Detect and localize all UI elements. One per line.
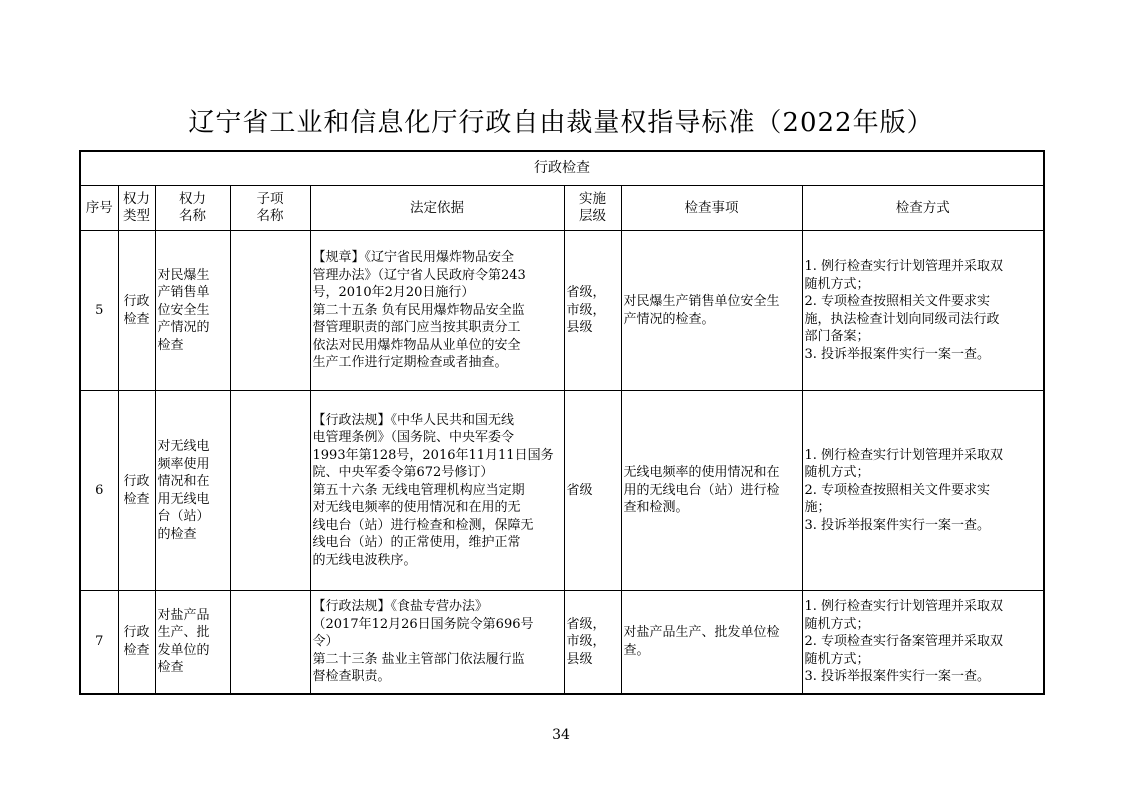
cell-methods: 1. 例行检查实行计划管理并采取双 随机方式； 2. 专项检查按照相关文件要求实 施； 3. 投诉举报案件实行一案一查。: [802, 391, 1044, 591]
table-row: [80, 391, 1044, 591]
cell-seq: 7: [80, 591, 118, 694]
table-row: [80, 591, 1044, 694]
table-row: [80, 231, 1044, 391]
cell-items: 对民爆生产销售单位安全生 产情况的检查。: [621, 231, 802, 391]
cell-legal-basis: 【规章】《辽宁省民用爆炸物品安全 管理办法》（辽宁省人民政府令第243 号，2010年2月20日施行） 第二十五条 负有民用爆炸物品安全监 督管理职责的部门应当按其职责分工 依法对民用爆炸物品从业单位的安全 生产工作进行定期检查或者抽查。: [310, 231, 564, 391]
header-seq: 序号: [80, 186, 118, 231]
cell-power-type: 行政 检查: [118, 591, 155, 694]
cell-seq: 6: [80, 391, 118, 591]
cell-power-name: 对盐产品 生产、批 发单位的 检查: [155, 591, 230, 694]
cell-sub-name: [230, 391, 310, 591]
cell-seq: 5: [80, 231, 118, 391]
header-power-type: 权力 类型: [118, 186, 155, 231]
cell-sub-name: [230, 591, 310, 694]
cell-items: 对盐产品生产、批发单位检 查。: [621, 591, 802, 694]
cell-power-name: 对民爆生 产销售单 位安全生 产情况的 检查: [155, 231, 230, 391]
page-number: 34: [552, 727, 570, 743]
cell-legal-basis: 【行政法规】《中华人民共和国无线 电管理条例》（国务院、中央军委令 1993年第128号，2016年11月11日国务 院、中央军委令第672号修订） 第五十六条 无线电管理机构应当定期 对无线电频率的使用情况和在用的无 线电台（站）进行检查和检测，保障无 线电台（站）的正常使用，维护正常 的无线电波秩序。: [310, 391, 564, 591]
cell-legal-basis: 【行政法规】《食盐专营办法》 （2017年12月26日国务院令第696号 令） 第二十三条 盐业主管部门依法履行监 督检查职责。: [310, 591, 564, 694]
inspection-standards-table: [79, 150, 1045, 695]
header-power-name: 权力 名称: [155, 186, 230, 231]
header-sub-name: 子项 名称: [230, 186, 310, 231]
cell-level: 省级， 市级， 县级: [564, 231, 621, 391]
cell-power-type: 行政 检查: [118, 231, 155, 391]
cell-level: 省级， 市级， 县级: [564, 591, 621, 694]
table-header-row: [80, 186, 1044, 231]
header-level: 实施 层级: [564, 186, 621, 231]
section-title: 行政检查: [80, 151, 1044, 186]
cell-methods: 1. 例行检查实行计划管理并采取双 随机方式； 2. 专项检查实行备案管理并采取双 随机方式； 3. 投诉举报案件实行一案一查。: [802, 591, 1044, 694]
cell-level: 省级: [564, 391, 621, 591]
header-legal-basis: 法定依据: [310, 186, 564, 231]
cell-power-name: 对无线电 频率使用 情况和在 用无线电 台（站） 的检查: [155, 391, 230, 591]
cell-power-type: 行政 检查: [118, 391, 155, 591]
header-methods: 检查方式: [802, 186, 1044, 231]
document-title: 辽宁省工业和信息化厅行政自由裁量权指导标准（2022年版）: [188, 108, 934, 138]
cell-items: 无线电频率的使用情况和在 用的无线电台（站）进行检 查和检测。: [621, 391, 802, 591]
cell-methods: 1. 例行检查实行计划管理并采取双 随机方式； 2. 专项检查按照相关文件要求实 施，执法检查计划向同级司法行政 部门备案； 3. 投诉举报案件实行一案一查。: [802, 231, 1044, 391]
cell-sub-name: [230, 231, 310, 391]
header-items: 检查事项: [621, 186, 802, 231]
